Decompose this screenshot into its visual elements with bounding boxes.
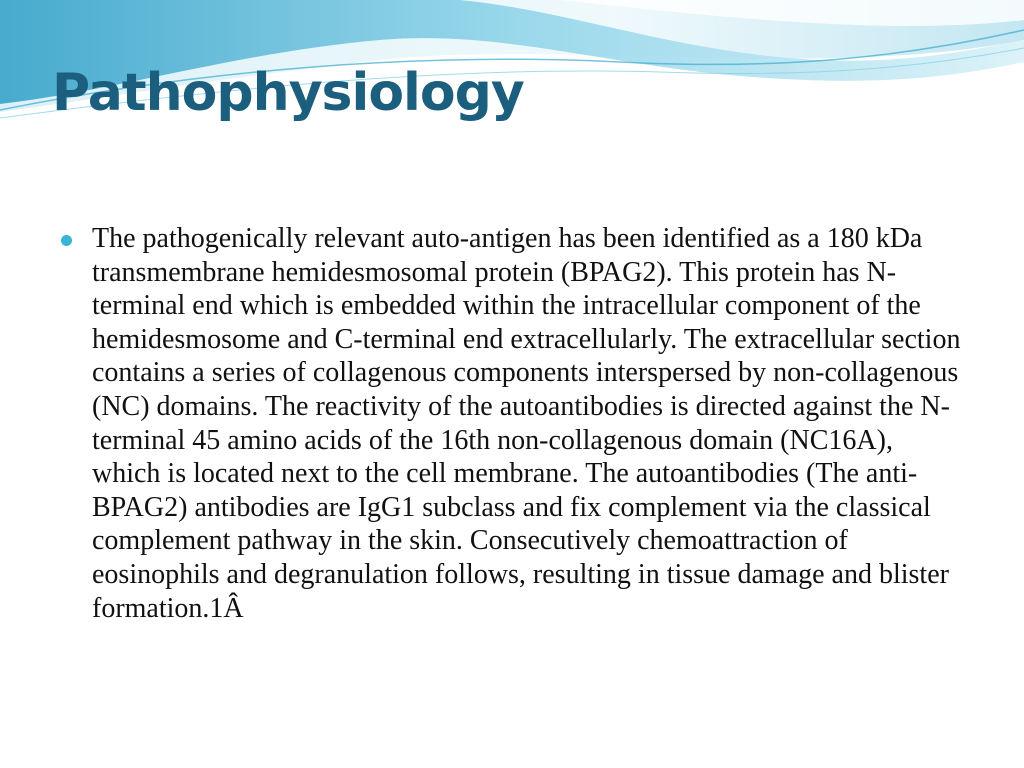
bullet-text: The pathogenically relevant auto-antigen has been identified as a 180 kDa transmembrane hemidesmosomal protein (BPAG2). This protein has N-terminal end which is embedded within the intracellular component of the hemidesmosome and C-terminal end extracellularly. The extracellular section contains a series of collagenous components interspersed by non-collagenous (NC) domains. The reactivity of the autoantibodies is directed against the N-terminal 45 amino acids of the 16th non-collagenous domain (NC16A), which is located next to the cell membrane. The autoantibodies (The anti-BPAG2) antibodies are IgG1 subclass and fix complement via the classical complement pathway in the skin. Consecutively chemoattraction of eosinophils and degranulation follows, resulting in tissue damage and blister formation.1Â: [92, 223, 961, 624]
slide-body: [58, 222, 968, 722]
bullet-dot-icon: [61, 235, 72, 246]
slide-title: Pathophysiology: [52, 63, 524, 123]
bullet-item: [58, 222, 968, 625]
